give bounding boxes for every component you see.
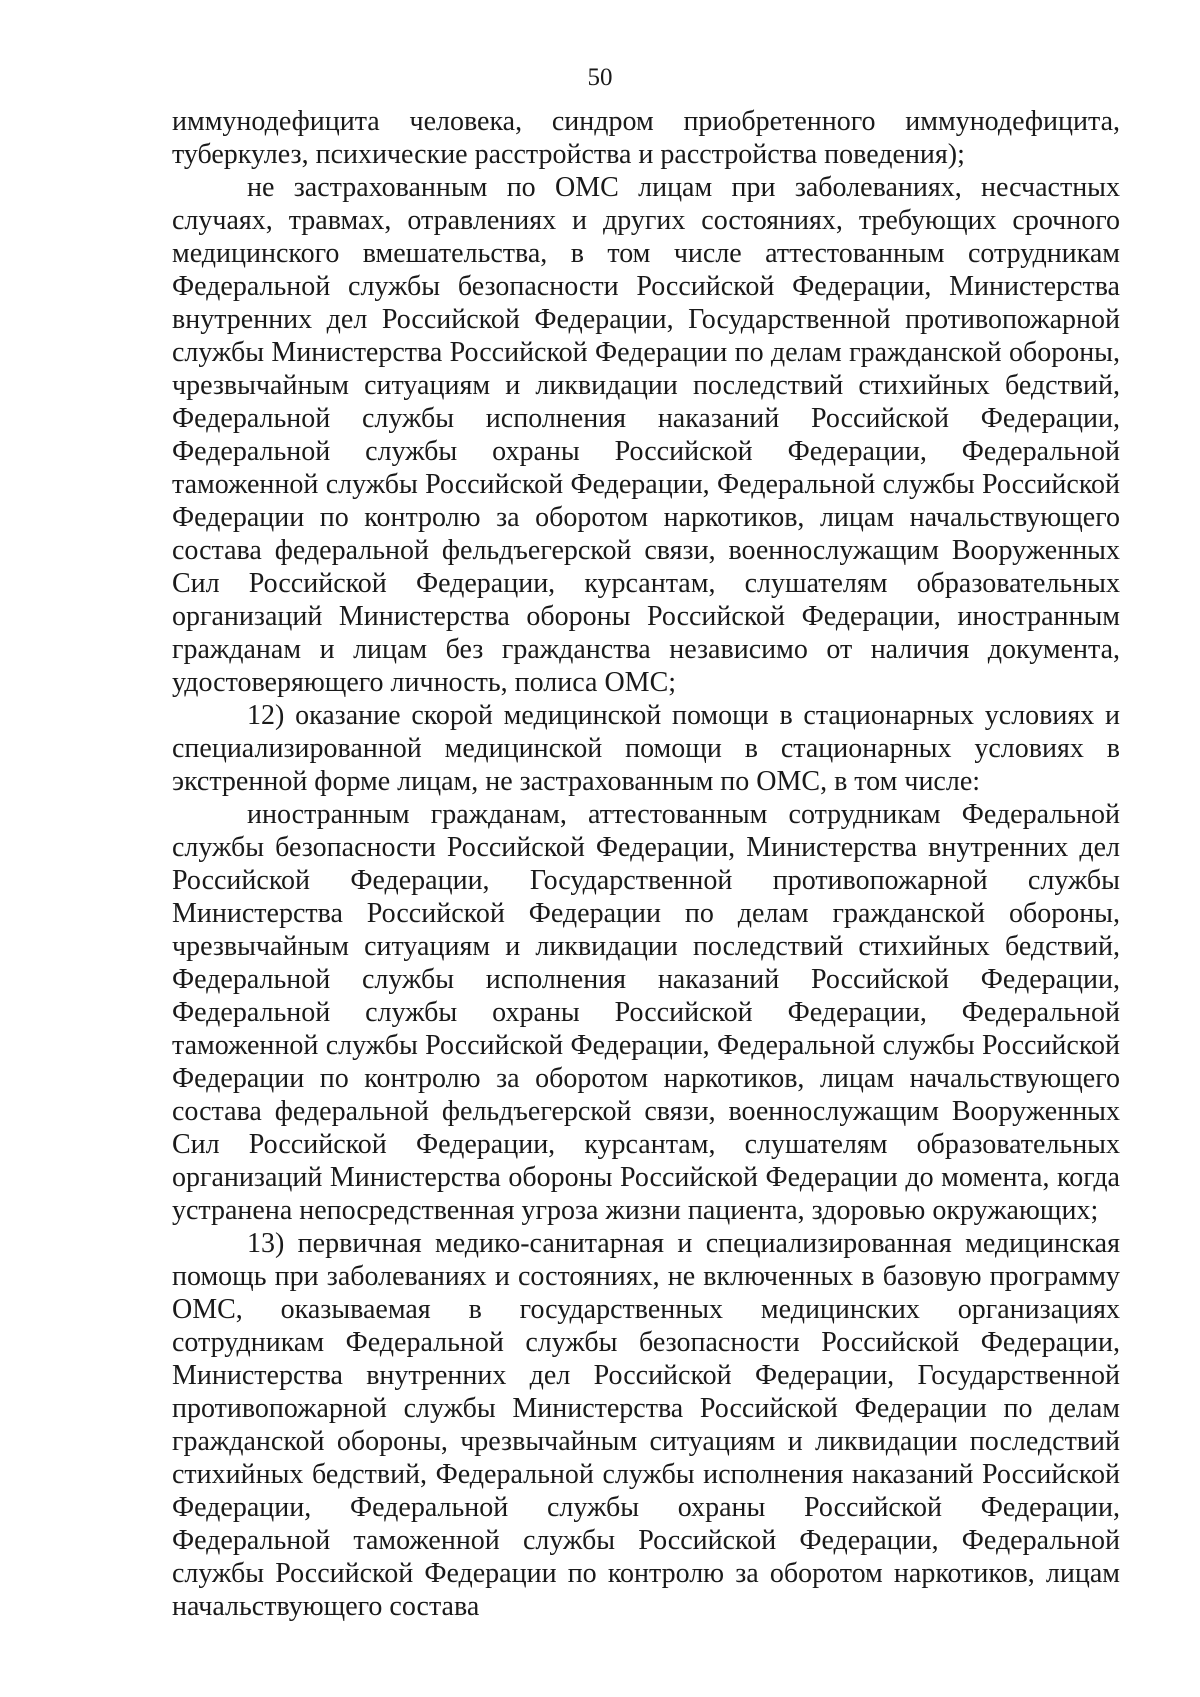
paragraph-continuation: иммунодефицита человека, синдром приобретенного иммунодефицита, туберкулез, психические расстройства и расстройства поведения); (172, 106, 1120, 170)
paragraph-foreign-citizens: иностранным гражданам, аттестованным сотрудникам Федеральной службы безопасности Российской Федерации, Министерства внутренних дел Российской Федерации, Государственной противопожарной службы Министерства Российской Федерации по делам гражданской обороны, чрезвычайным ситуациям и ликвидации последствий стихийных бедствий, Федеральной службы исполнения наказаний Российской Федерации, Федеральной службы охраны Российской Федерации, Федеральной таможенной службы Российской Федерации, Федеральной службы Российской Федерации по контролю за оборотом наркотиков, лицам начальствующего состава федеральной фельдъегерской связи, военнослужащим Вооруженных Сил Российской Федерации, курсантам, слушателям образовательных организаций Министерства обороны Российской Федерации до момента, когда устранена непосредственная угроза жизни пациента, здоровью окружающих; (172, 799, 1120, 1226)
paragraph-item-12: 12) оказание скорой медицинской помощи в стационарных условиях и специализированной медицинской помощи в стационарных условиях в экстренной форме лицам, не застрахованным по ОМС, в том числе: (172, 700, 1120, 797)
document-body (172, 105, 1120, 1623)
page-number: 50 (587, 64, 613, 91)
paragraph-item-13: 13) первичная медико-санитарная и специализированная медицинская помощь при заболеваниях и состояниях, не включенных в базовую программу ОМС, оказываемая в государственных медицинских организациях сотрудникам Федеральной службы безопасности Российской Федерации, Министерства внутренних дел Российской Федерации, Государственной противопожарной службы Министерства Российской Федерации по делам гражданской обороны, чрезвычайным ситуациям и ликвидации последствий стихийных бедствий, Федеральной службы исполнения наказаний Российской Федерации, Федеральной службы охраны Российской Федерации, Федеральной таможенной службы Российской Федерации, Федеральной службы Российской Федерации по контролю за оборотом наркотиков, лицам начальствующего состава (172, 1228, 1120, 1622)
paragraph-uninsured-persons: не застрахованным по ОМС лицам при заболеваниях, несчастных случаях, травмах, отравлениях и других состояниях, требующих срочного медицинского вмешательства, в том числе аттестованным сотрудникам Федеральной службы безопасности Российской Федерации, Министерства внутренних дел Российской Федерации, Государственной противопожарной службы Министерства Российской Федерации по делам гражданской обороны, чрезвычайным ситуациям и ликвидации последствий стихийных бедствий, Федеральной службы исполнения наказаний Российской Федерации, Федеральной службы охраны Российской Федерации, Федеральной таможенной службы Российской Федерации, Федеральной службы Российской Федерации по контролю за оборотом наркотиков, лицам начальствующего состава федеральной фельдъегерской связи, военнослужащим Вооруженных Сил Российской Федерации, курсантам, слушателям образовательных организаций Министерства обороны Российской Федерации, иностранным гражданам и лицам без гражданства независимо от наличия документа, удостоверяющего личность, полиса ОМС; (172, 172, 1120, 698)
